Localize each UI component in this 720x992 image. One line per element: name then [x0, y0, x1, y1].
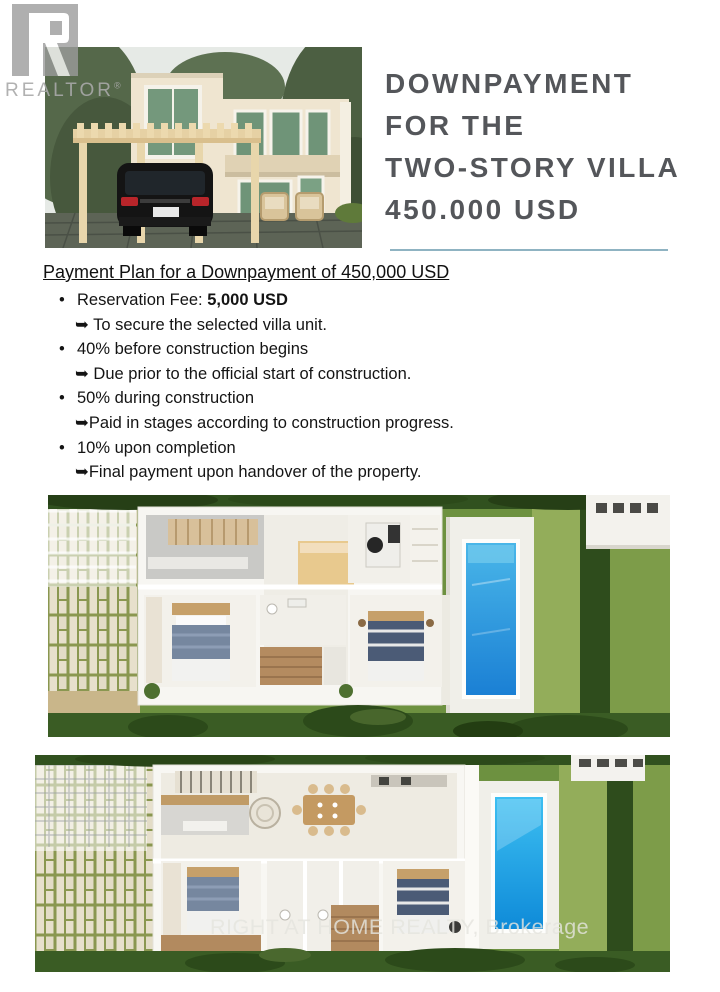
list-item [43, 386, 693, 435]
plan-item-detail: ➥ To secure the selected villa unit. [75, 315, 327, 334]
title-line: DOWNPAYMENT [385, 68, 634, 99]
realtor-logo-text: REALTOR® [5, 80, 124, 101]
title-line: TWO-STORY VILLA [385, 152, 681, 183]
payment-plan-list [43, 288, 693, 485]
plan-item-main: • 10% upon completion [43, 436, 693, 461]
title-line: 450.000 USD [385, 194, 581, 225]
realtor-r-icon [12, 4, 78, 76]
plan-item-main: • 40% before construction begins [43, 337, 693, 362]
first-floor-plan-image [48, 495, 670, 737]
second-floor-plan-image [35, 755, 670, 972]
plan-item-main: • 50% during construction [43, 386, 693, 411]
list-item [43, 288, 693, 337]
plan-item-detail: ➥ Due prior to the official start of construction. [75, 364, 412, 383]
realtor-logo [5, 4, 125, 102]
title-line: FOR THE [385, 110, 526, 141]
plan-item-detail: ➥Paid in stages according to construction progress. [75, 413, 454, 432]
plan-item-detail: ➥Final payment upon handover of the property. [75, 463, 422, 482]
brokerage-watermark: RIGHT AT HOME REALTY, Brokerage [210, 915, 590, 939]
page-title [385, 63, 705, 231]
title-divider [390, 249, 668, 251]
first-floor-plan-illustration [48, 495, 670, 737]
suv-car [117, 163, 213, 236]
payment-plan-heading: Payment Plan for a Downpayment of 450,000 USD [43, 262, 450, 282]
list-item [43, 337, 693, 386]
plan-item-main: • Reservation Fee: 5,000 USD [43, 288, 693, 313]
payment-plan-section [43, 262, 693, 485]
list-item [43, 436, 693, 485]
reservation-fee-amount: 5,000 USD [207, 291, 288, 309]
registered-mark: ® [114, 80, 124, 91]
